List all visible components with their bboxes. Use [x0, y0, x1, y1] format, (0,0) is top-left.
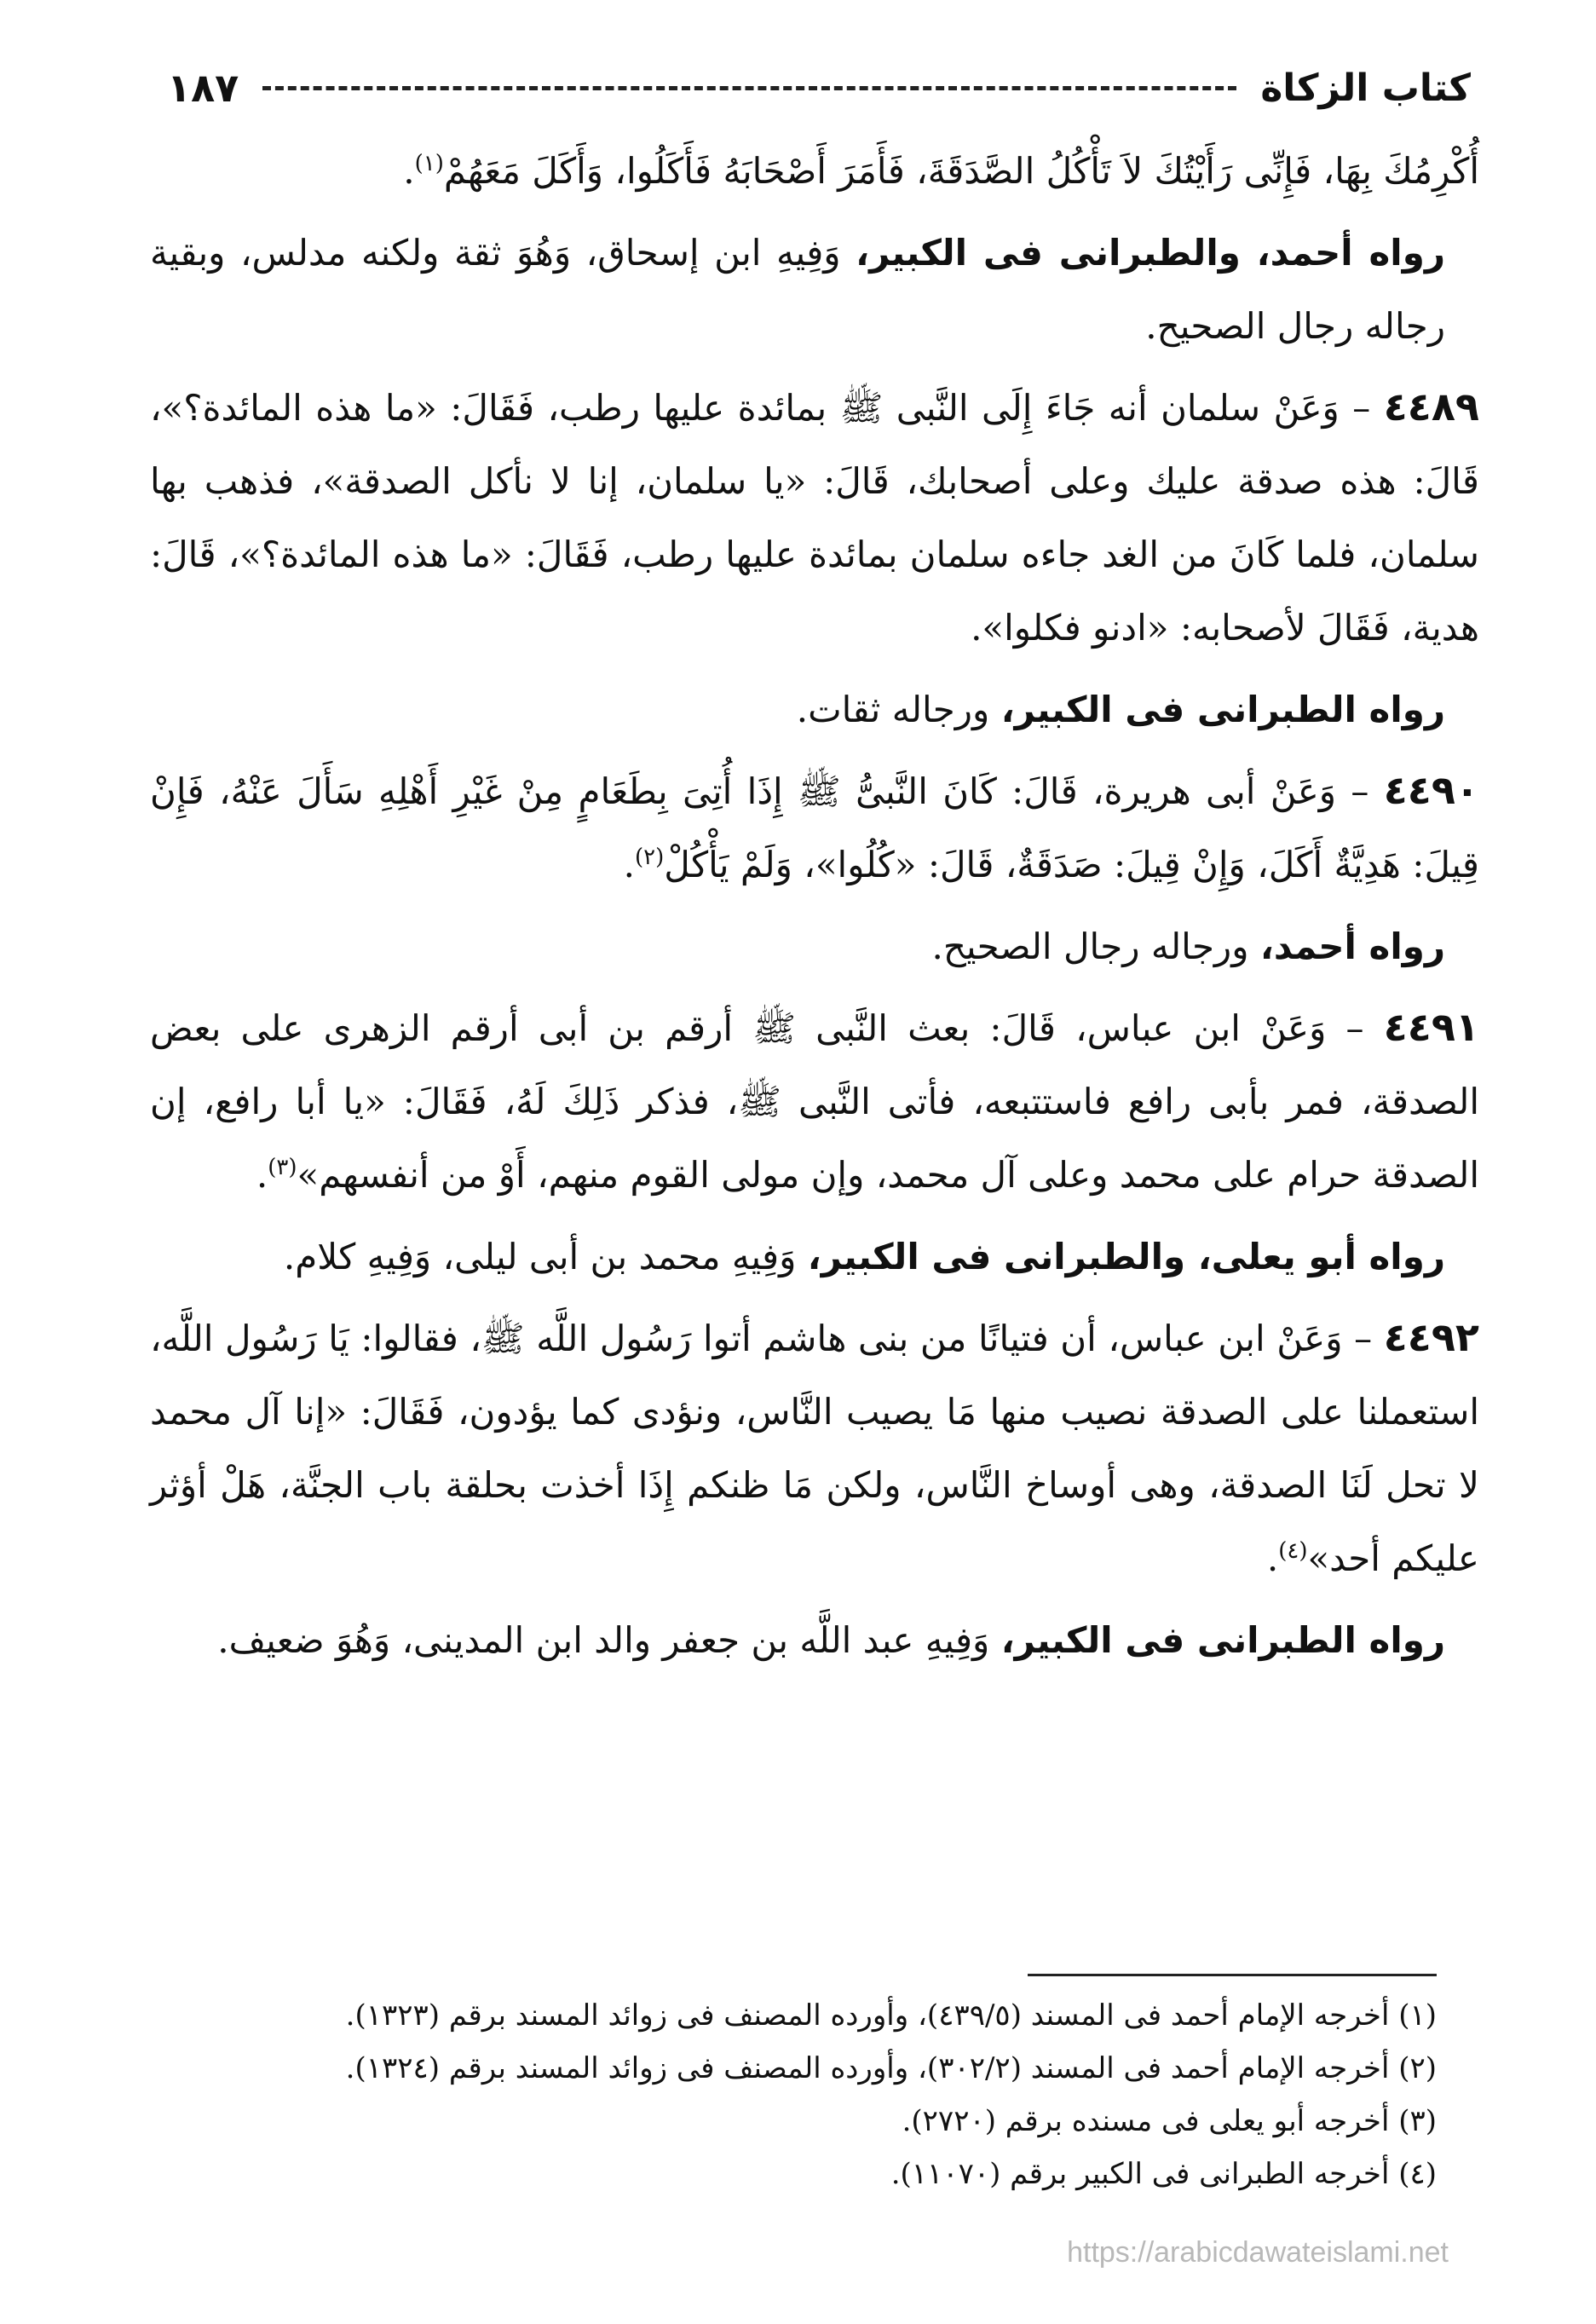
footnotes [150, 1989, 1437, 2200]
watermark-url: https://arabicdawateislami.net [1067, 2236, 1449, 2269]
narration-note: رواه أحمد، والطبرانى فى الكبير، وَفِيهِ ابن إسحاق، وَهُوَ ثقة ولكنه مدلس، وبقية رجاله رجال الصحيح. [150, 232, 1445, 347]
hadith-paragraph: ٤٤٩١ – وَعَنْ ابن عباس، قَالَ: بعث النَّبى ﷺ أرقم بن أبى أرقم الزهرى على بعض الصدقة، فمر بأبى رافع فاستتبعه، فأتى النَّبى ﷺ، فذكر ذَلِكَ لَهُ، فَقَالَ: «يا أبا رافع، إن الصدقة حرام على محمد وعلى آل محمد، وإن مولى القوم منهم، أَوْ من أنفسهم»$^{(٣)}$. [150, 1004, 1479, 1196]
footnote-ref: (١) [414, 151, 444, 176]
hadith-paragraph: ٤٤٨٩ – وَعَنْ سلمان أنه جَاءَ إِلَى النَّبى ﷺ بمائدة عليها رطب، فَقَالَ: «ما هذه المائدة؟»، قَالَ: هذه صدقة عليك وعلى أصحابك، قَالَ: «يا سلمان، إنا لا نأكل الصدقة»، فذهب بها سلمان، فلما كَانَ من الغد جاءه سلمان بمائدة عليها رطب، فَقَالَ: «ما هذه المائدة؟»، قَالَ: هدية، فَقَالَ لأصحابه: «ادنو فكلوا». [150, 383, 1479, 649]
narration-source: رواه أبو يعلى، والطبرانى فى الكبير، [807, 1236, 1445, 1277]
hadith-paragraph: ٤٤٩٢ – وَعَنْ ابن عباس، أن فتيانًا من بنى هاشم أتوا رَسُول اللَّه ﷺ، فقالوا: يَا رَسُول اللَّه، استعملنا على الصدقة نصيب منها مَا يصيب النَّاس، ونؤدى كما يؤدون، فَقَالَ: «إنا آل محمد لا تحل لَنَا الصدقة، وهى أوساخ النَّاس، ولكن مَا ظنكم إِذَا أخذت بحلقة باب الجنَّة، هَلْ أؤثر عليكم أحد»$^{(٤)}$. [150, 1314, 1479, 1579]
hadith-number: ٤٤٩١ [1383, 1004, 1479, 1050]
narration-source: رواه أحمد، [1259, 926, 1445, 967]
continuation-paragraph: أُكْرِمُكَ بِهَا، فَإِنِّى رَأَيْتُكَ لاَ تَأْكُلُ الصَّدَقَةَ، فَأَمَرَ أَصْحَابَهُ فَأَكَلُوا، وَأَكَلَ مَعَهُمْ$^{(١)}$. [403, 150, 1479, 192]
narration-note: رواه أحمد، ورجاله رجال الصحيح. [931, 926, 1445, 967]
hadith-number: ٤٤٨٩ [1383, 383, 1479, 430]
hadith-number: ٤٤٩٢ [1383, 1314, 1479, 1360]
footnote-separator [1028, 1974, 1437, 1976]
footnote-3: (٣) أخرجه أبو يعلى فى مسنده برقم (٢٧٢٠). [902, 2104, 1437, 2138]
hadith-paragraph: ٤٤٩٠ – وَعَنْ أبى هريرة، قَالَ: كَانَ النَّبىُّ ﷺ إِذَا أُتِىَ بِطَعَامٍ مِنْ غَيْرِ أَهْلِهِ سَأَلَ عَنْهُ، فَإِنْ قِيلَ: هَدِيَّةٌ أَكَلَ، وَإِنْ قِيلَ: صَدَقَةٌ، قَالَ: «كُلُوا»، وَلَمْ يَأْكُلْ$^{(٢)}$. [150, 767, 1479, 885]
page-header [167, 49, 1471, 126]
narration-note: رواه الطبرانى فى الكبير، وَفِيهِ عبد اللَّه بن جعفر والد ابن المدينى، وَهُوَ ضعيف. [217, 1619, 1445, 1661]
page-number: ١٨٧ [167, 65, 239, 111]
narration-note: رواه الطبرانى فى الكبير، ورجاله ثقات. [796, 689, 1445, 730]
footnote-ref: (٣) [268, 1155, 297, 1180]
footnote-4: (٤) أخرجه الطبرانى فى الكبير برقم (١١٠٧٠). [890, 2157, 1437, 2191]
hadith-number: ٤٤٩٠ [1383, 767, 1479, 813]
narration-source: رواه الطبرانى فى الكبير، [1000, 689, 1445, 730]
narration-source: رواه أحمد، والطبرانى فى الكبير، [856, 232, 1445, 274]
narration-source: رواه الطبرانى فى الكبير، [1000, 1619, 1445, 1661]
header-divider [262, 86, 1236, 90]
footnote-1: (١) أخرجه الإمام أحمد فى المسند (٤٣٩/٥)، وأورده المصنف فى زوائد المسند برقم (١٣٢٣). [345, 1998, 1437, 2033]
footnote-2: (٢) أخرجه الإمام أحمد فى المسند (٣٠٢/٢)، وأورده المصنف فى زوائد المسند برقم (١٣٢٤). [345, 2051, 1437, 2085]
main-text [150, 135, 1479, 1684]
footnote-ref: (٢) [634, 845, 665, 870]
footnote-ref: (٤) [1278, 1538, 1308, 1564]
book-title: كتاب الزكاة [1260, 66, 1471, 110]
narration-note: رواه أبو يعلى، والطبرانى فى الكبير، وَفِيهِ محمد بن أبى ليلى، وَفِيهِ كلام. [283, 1236, 1445, 1277]
